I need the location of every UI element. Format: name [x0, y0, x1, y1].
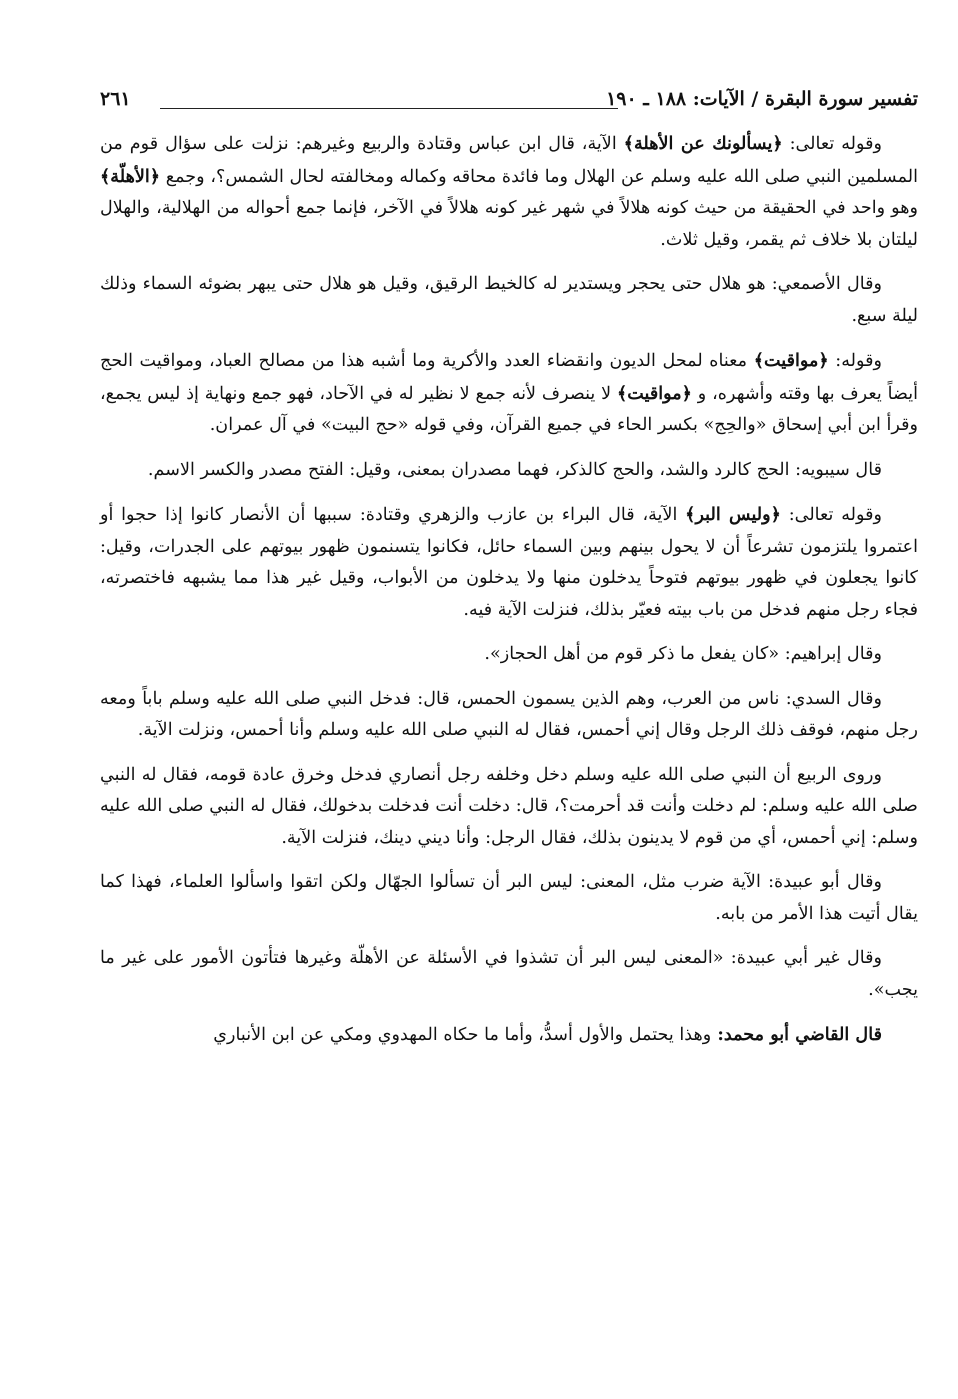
paragraph	[100, 345, 918, 442]
text-run: وقال إبراهيم: «كان يفعل ما ذكر قوم من أهل الحجاز».	[484, 644, 882, 664]
paragraph	[100, 639, 918, 671]
text-run: وقال السدي: ناس من العرب، وهم الذين يسمون الحمس، قال: فدخل النبي صلى الله عليه وسلم باباً ومعه رجل منهم، فوقف ذلك الرجل وقال إني أحمس، فقال له النبي صلى الله عليه وسلم وأنا أحمس، ونزلت الآية.	[100, 688, 918, 740]
running-header-title: تفسير سورة البقرة / الآيات: ١٨٨ ـ ١٩٠	[606, 88, 918, 110]
text-run: وقال الأصمعي: هو هلال حتى يحجر ويستدير له كالخيط الرقيق، وقيل هو هلال حتى يبهر بضوئه السماء وذلك ليلة سبع.	[100, 274, 918, 326]
text-run: وروى الربيع أن النبي صلى الله عليه وسلم دخل وخلفه رجل أنصاري فدخل وخرق عادة قومه، فقال له النبي صلى الله عليه وسلم: لم دخلت وأنت قد أحرمت؟، قال: دخلت أنت فدخلت بدخولك، فقال له النبي صلى الله عليه وسلم: إني أحمس، أي من قوم لا يدينون بذلك، فقال الرجل: وأنا ديني دينك، فنزلت الآية.	[100, 764, 918, 848]
running-header	[100, 88, 918, 116]
paragraph	[100, 684, 918, 747]
paragraph	[100, 128, 918, 256]
bold-text-run: قال القاضي أبو محمد:	[711, 1024, 882, 1045]
header-rule	[160, 108, 618, 109]
text-run: وهو واحد في الحقيقة من حيث كونه هلالاً في شهر غير كونه هلالاً في الآخر، فإنما جمع أحواله من الهلالية، والهلال ليلتان بلا خلاف ثم يقمر، وقيل ثلاث.	[100, 198, 918, 250]
bold-text-run: ﴿وليس البر﴾	[685, 504, 781, 525]
bold-text-run: ﴿مواقيت﴾	[753, 350, 829, 371]
paragraph	[100, 760, 918, 855]
paragraph	[100, 943, 918, 1006]
paragraph	[100, 1019, 918, 1052]
text-run: وقال غير أبي عبيدة: «المعنى ليس البر أن تشذوا في الأسئلة عن الأهلّة وغيرها فتأتون الأمور على غير ما يجب».	[100, 948, 918, 1000]
text-run: وقوله تعالى:	[782, 134, 882, 154]
text-run: الآية، قال ابن عباس وقتادة والربيع وغيرهم: نزلت على سؤال	[158, 134, 624, 154]
text-run: وقوله:	[828, 351, 883, 371]
text-run: قال سيبويه: الحج كالرد والشد، والحج كالذكر، فهما مصدران بمعنى، وقيل: الفتح مصدر والكسر الاسم.	[147, 459, 882, 480]
bold-text-run: ﴿الأهلّة﴾	[100, 165, 161, 187]
text-run: لا ينصرف لأنه جمع لا نظير له في الآحاد، فهو جمع ونهاية إذ ليس يجمع، وقرأ ابن أبي إسحاق «والحِج» بكسر الحاء في جميع القرآن، وفي قوله «حج البيت» في آل عمران.	[100, 383, 918, 435]
text-run: وقوله تعالى:	[780, 505, 882, 525]
text-run: وقال أبو عبيدة: الآية ضرب مثل، المعنى: ليس البر أن تسألوا الجهّال ولكن اتقوا واسألوا العلماء، فهذا كما يقال أتيت هذا الأمر من بابه.	[100, 872, 918, 924]
text-run: وهذا يحتمل والأول أسدُّ، وأما ما حكاه المهدوي ومكي عن ابن الأنباري	[213, 1025, 712, 1045]
bold-text-run: ﴿مواقيت﴾	[616, 382, 692, 404]
page-number: ٢٦١	[100, 88, 131, 110]
paragraph	[100, 455, 918, 487]
page-body	[100, 128, 918, 1065]
text-run: قوم من المسلمين النبي صلى الله عليه وسلم عن الهلال وما فائدة محاقه وكماله ومخالفته لحال الشمس؟، وجمع	[100, 134, 918, 187]
paragraph	[100, 269, 918, 332]
paragraph	[100, 499, 918, 626]
bold-text-run: ﴿يسألونك عن الأهلة﴾	[623, 133, 783, 154]
paragraph	[100, 867, 918, 930]
text-run: الآية، قال البراء بن عازب والزهري وقتادة: سببها أن الأنصار كانوا إذا حجوا أو اعتمروا يلتزمون تشرعاً أن لا يحول بينهم وبين السماء حائل، فكانوا يتسنمون ظهور بيوتهم على الجدرات، وقيل: كانوا يجعلون في ظهور بيوتهم فتوحاً يدخلون منها ولا يدخلون من الأبواب، وقيل غير هذا مما يشبهه فاختصرته، فجاء رجل منهم فدخل من باب بيته فعيّر بذلك، فنزلت الآية فيه.	[100, 505, 918, 620]
text-run: معناه لمحل الديون وانقضاء العدد والأكرية وما أشبه هذا من مصالح العباد، ومواقيت الحج أيضاً يعرف بها وقته وأشهره، و	[100, 351, 918, 404]
